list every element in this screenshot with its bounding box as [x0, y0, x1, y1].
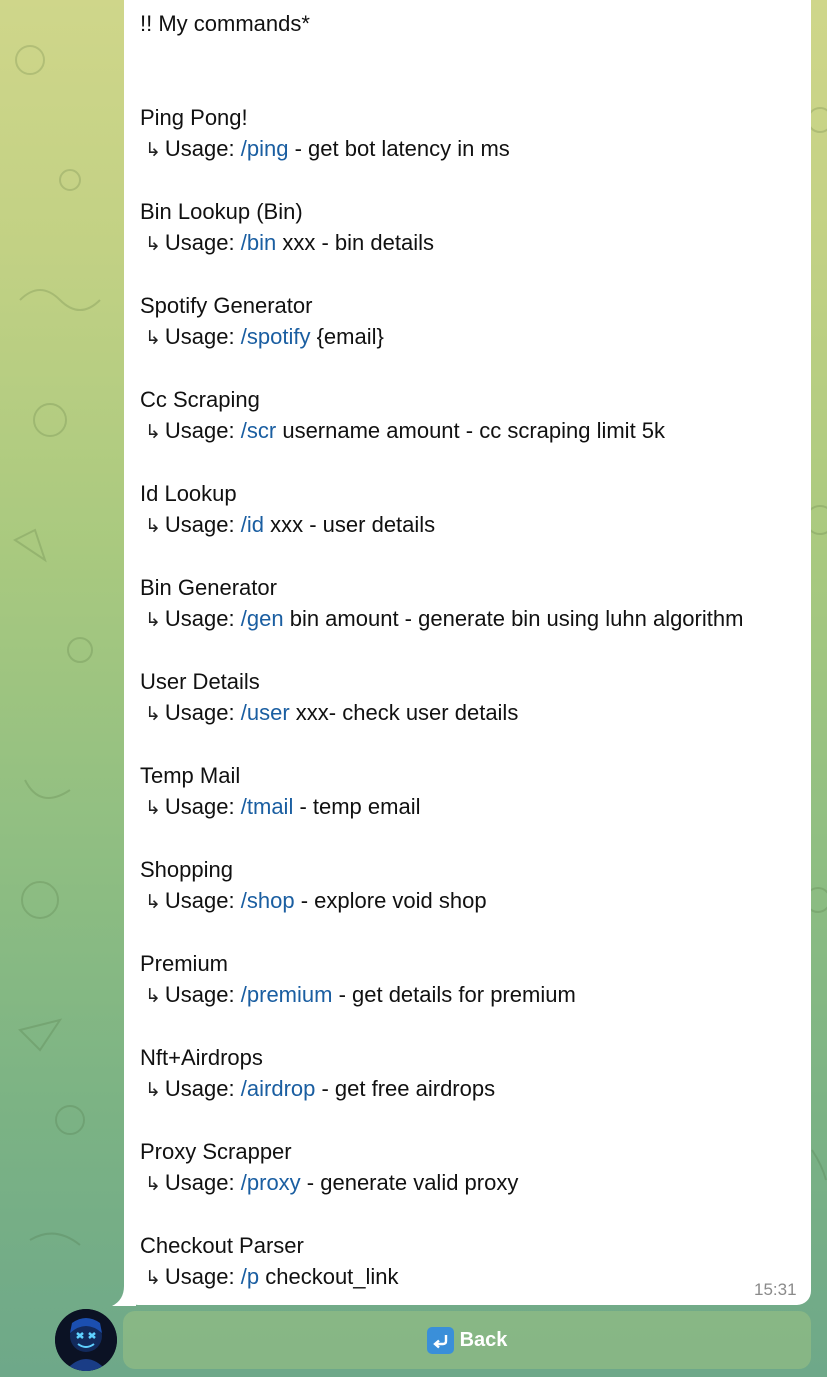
- command-link[interactable]: /proxy: [240, 1170, 301, 1195]
- command-description: - generate valid proxy: [300, 1170, 519, 1195]
- command-item: [140, 666, 805, 728]
- command-item: [140, 1042, 805, 1104]
- usage-prefix: Usage:: [164, 888, 235, 913]
- command-title: Cc Scraping: [140, 387, 260, 412]
- command-title: Proxy Scrapper: [140, 1139, 292, 1164]
- return-arrow-icon: [427, 1327, 454, 1354]
- command-link[interactable]: /shop: [240, 888, 295, 913]
- command-usage: [140, 697, 805, 728]
- command-description: xxx - bin details: [276, 230, 434, 255]
- command-title: Nft+Airdrops: [140, 1045, 263, 1070]
- bot-avatar-image: [55, 1309, 117, 1371]
- command-title: Premium: [140, 951, 229, 976]
- command-item: [140, 948, 805, 1010]
- command-usage: [140, 509, 805, 540]
- usage-arrow-icon: ↳: [145, 234, 161, 255]
- usage-prefix: Usage:: [164, 136, 235, 161]
- command-title: Shopping: [140, 857, 233, 882]
- command-description: - temp email: [293, 794, 421, 819]
- bot-avatar[interactable]: [55, 1309, 117, 1371]
- command-link[interactable]: /p: [240, 1264, 260, 1289]
- command-usage: [140, 227, 805, 258]
- message-bubble-tail: [112, 1286, 136, 1306]
- usage-prefix: Usage:: [164, 230, 235, 255]
- command-title: Bin Lookup (Bin): [140, 199, 303, 224]
- command-usage: [140, 885, 805, 916]
- command-description: - get free airdrops: [315, 1076, 496, 1101]
- usage-prefix: Usage:: [164, 1076, 235, 1101]
- command-usage: [140, 603, 805, 634]
- usage-arrow-icon: ↳: [145, 328, 161, 349]
- command-description: {email}: [310, 324, 384, 349]
- usage-arrow-icon: ↳: [145, 140, 161, 161]
- command-item: [140, 290, 805, 352]
- command-usage: [140, 415, 805, 446]
- command-title: Ping Pong!: [140, 105, 248, 130]
- command-link[interactable]: /scr: [240, 418, 277, 443]
- command-item: [140, 854, 805, 916]
- command-item: [140, 1136, 805, 1198]
- command-link[interactable]: /premium: [240, 982, 333, 1007]
- usage-arrow-icon: ↳: [145, 1080, 161, 1101]
- command-item: [140, 102, 805, 164]
- usage-prefix: Usage:: [164, 1170, 235, 1195]
- usage-arrow-icon: ↳: [145, 1174, 161, 1195]
- command-usage: [140, 1261, 805, 1292]
- command-description: - explore void shop: [294, 888, 487, 913]
- usage-arrow-icon: ↳: [145, 704, 161, 725]
- usage-arrow-icon: ↳: [145, 1268, 161, 1289]
- command-usage: [140, 1073, 805, 1104]
- usage-prefix: Usage:: [164, 1264, 235, 1289]
- command-description: checkout_link: [259, 1264, 399, 1289]
- usage-arrow-icon: ↳: [145, 798, 161, 819]
- message-timestamp: 15:31: [754, 1280, 797, 1299]
- command-link[interactable]: /id: [240, 512, 265, 537]
- command-title: Temp Mail: [140, 763, 241, 788]
- command-usage: [140, 321, 805, 352]
- command-item: [140, 1230, 805, 1292]
- command-description: username amount - cc scraping limit 5k: [276, 418, 666, 443]
- command-title: Checkout Parser: [140, 1233, 304, 1258]
- command-link[interactable]: /tmail: [240, 794, 294, 819]
- command-item: [140, 572, 805, 634]
- back-button-label: Back: [459, 1328, 508, 1351]
- usage-prefix: Usage:: [164, 512, 235, 537]
- message-heading: !! My commands*: [140, 11, 310, 36]
- command-link[interactable]: /gen: [240, 606, 284, 631]
- command-usage: [140, 1167, 805, 1198]
- command-item: [140, 760, 805, 822]
- usage-prefix: Usage:: [164, 700, 235, 725]
- usage-prefix: Usage:: [164, 794, 235, 819]
- command-title: Id Lookup: [140, 481, 237, 506]
- command-usage: [140, 791, 805, 822]
- command-description: - get bot latency in ms: [288, 136, 510, 161]
- command-description: xxx- check user details: [289, 700, 519, 725]
- command-item: [140, 384, 805, 446]
- usage-arrow-icon: ↳: [145, 892, 161, 913]
- command-description: xxx - user details: [264, 512, 436, 537]
- command-description: bin amount - generate bin using luhn algorithm: [283, 606, 744, 631]
- message-text: [140, 8, 805, 1292]
- command-usage: [140, 133, 805, 164]
- command-description: - get details for premium: [332, 982, 576, 1007]
- usage-arrow-icon: ↳: [145, 986, 161, 1007]
- usage-arrow-icon: ↳: [145, 422, 161, 443]
- command-item: [140, 196, 805, 258]
- command-usage: [140, 979, 805, 1010]
- usage-arrow-icon: ↳: [145, 610, 161, 631]
- usage-prefix: Usage:: [164, 982, 235, 1007]
- command-link[interactable]: /bin: [240, 230, 277, 255]
- usage-prefix: Usage:: [164, 418, 235, 443]
- command-link[interactable]: /spotify: [240, 324, 311, 349]
- command-title: Bin Generator: [140, 575, 277, 600]
- back-button[interactable]: [123, 1311, 811, 1369]
- command-link[interactable]: /airdrop: [240, 1076, 316, 1101]
- command-title: Spotify Generator: [140, 293, 313, 318]
- usage-arrow-icon: ↳: [145, 516, 161, 537]
- command-list: [140, 102, 805, 1292]
- command-item: [140, 478, 805, 540]
- command-link[interactable]: /user: [240, 700, 290, 725]
- usage-prefix: Usage:: [164, 606, 235, 631]
- usage-prefix: Usage:: [164, 324, 235, 349]
- command-title: User Details: [140, 669, 260, 694]
- command-link[interactable]: /ping: [240, 136, 289, 161]
